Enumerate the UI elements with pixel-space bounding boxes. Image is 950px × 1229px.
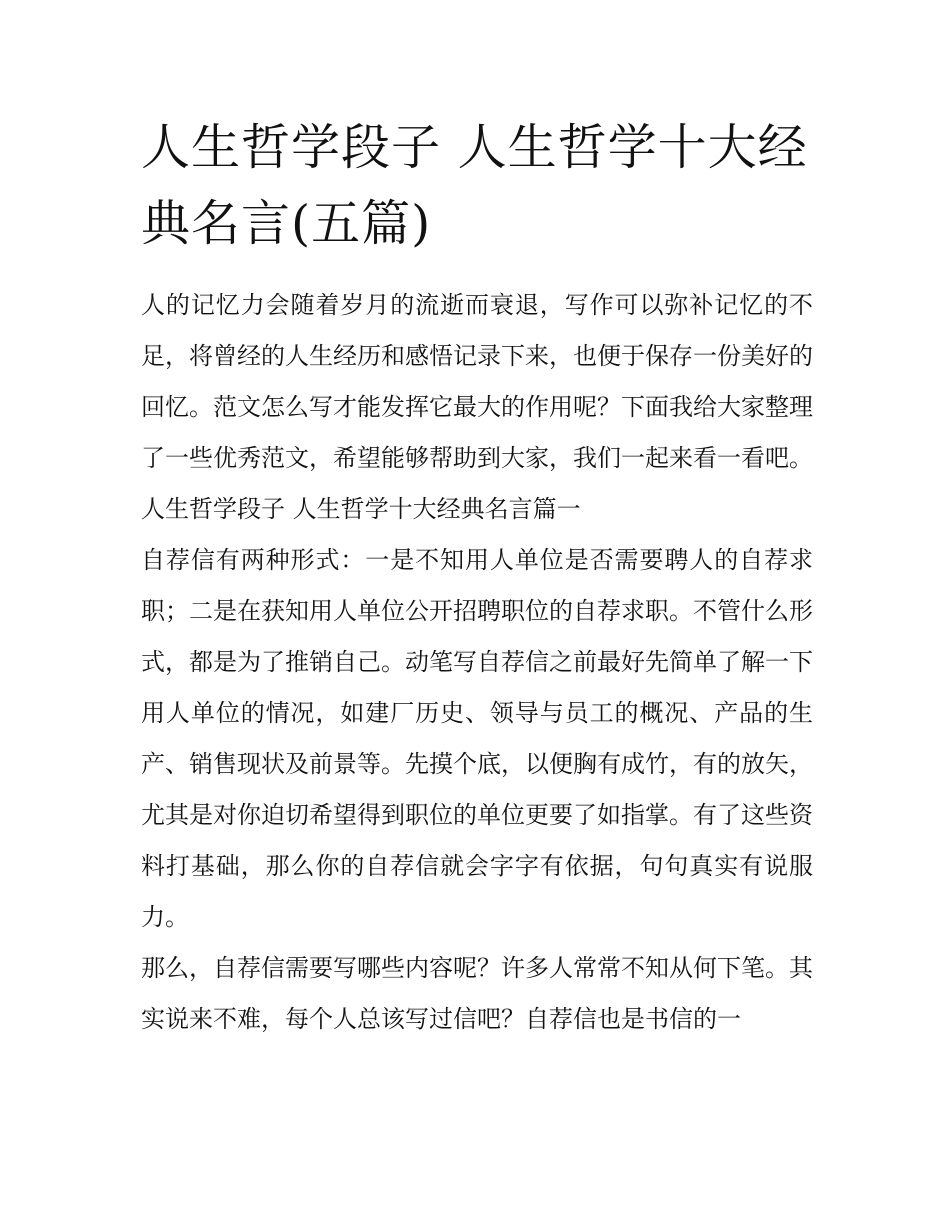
document-page [141,110,813,1045]
intro-paragraph: 人的记忆力会随着岁月的流逝而衰退，写作可以弥补记忆的不足，将曾经的人生经历和感悟记录下来，也便于保存一份美好的回忆。范文怎么写才能发挥它最大的作用呢？下面我给大家整理了一些优秀范文，希望能够帮助到大家，我们一起来看一看吧。 [141,291,813,472]
section-heading: 人生哲学段子 人生哲学十大经典名言篇一 [141,495,581,523]
body-paragraph: 自荐信有两种形式：一是不知用人单位是否需要聘人的自荐求职；二是在获知用人单位公开招聘职位的自荐求职。不管什么形式，都是为了推销自己。动笔写自荐信之前最好先简单了解一下用人单位的情况，如建厂历史、领导与员工的概况、产品的生产、销售现状及前景等。先摸个底，以便胸有成竹，有的放矢，尤其是对你迫切希望得到职位的单位更要了如指掌。有了这些资料打基础，那么你的自荐信就会字字有依据，句句真实有说服力。 [141,546,813,931]
document-title: 人生哲学段子 人生哲学十大经典名言(五篇) [141,119,808,252]
body-paragraph: 那么，自荐信需要写哪些内容呢？许多人常常不知从何下笔。其实说来不难，每个人总该写过信吧？自荐信也是书信的一 [141,954,813,1033]
